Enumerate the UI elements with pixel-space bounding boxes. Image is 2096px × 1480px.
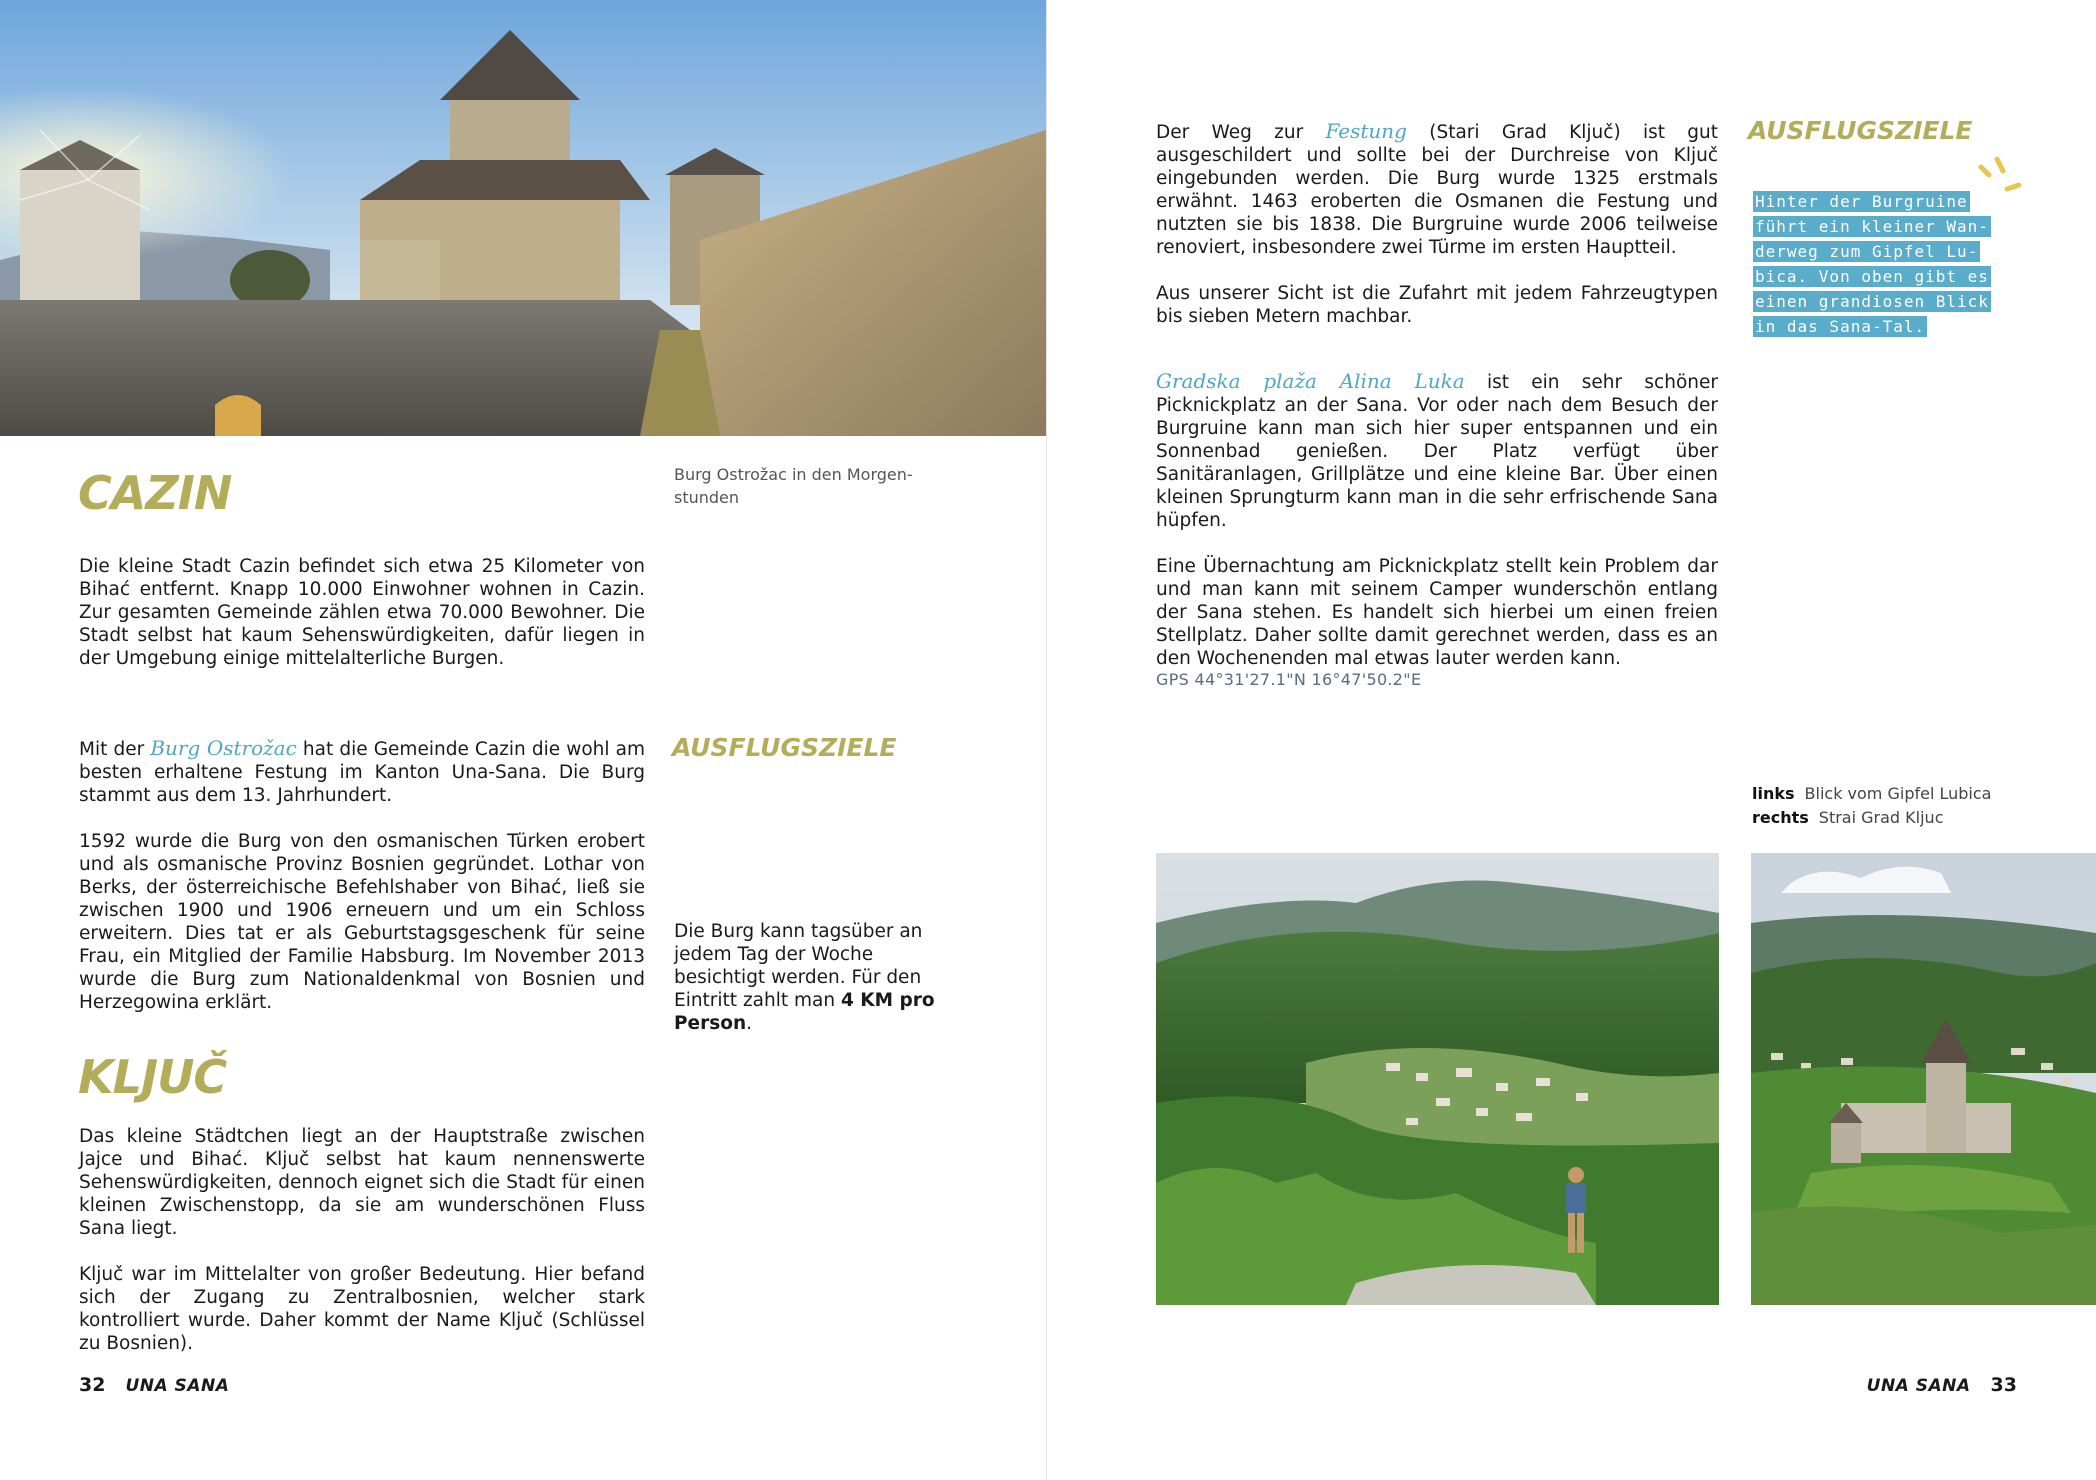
festung-paragraph: [1156, 120, 1718, 259]
tip-line: in das Sana-Tal.: [1755, 317, 1926, 336]
kljuc-paragraph-2: Ključ war im Mittelalter von großer Bedeutung. Hier befand sich der Zugang zu Zentralbosnien, welcher stark kontrolliert wurde. Daher kommt der Name Ključ (Schlüssel zu Bosnien).: [79, 1264, 645, 1354]
festung-prefix: Der Weg zur: [1156, 122, 1326, 143]
cazin-history-paragraph: 1592 wurde die Burg von den osmanischen Türken erobert und als osmanische Provinz Bosnien gegründet. Lothar von Berks, der österreichische Befehlshaber von Bihać, ließ sie zwischen 1900 und 1906 erneuern und um ein Schloss erweitern. Dies tat er als Geburtstagsgeschenk für seine Frau, ein Mitglied der Familie Habsburg. Im November 2013 wurde die Burg zum Nationaldenkmal von Bosnien und Herzegowina erklärt.: [79, 831, 645, 1013]
admission-suffix: .: [746, 1013, 753, 1034]
castle-ruin-photo: [1751, 853, 2096, 1305]
alina-luka-highlight: Gradska plaža Alina Luka: [1156, 369, 1465, 393]
tip-line: Hinter der Burgruine: [1755, 192, 1968, 211]
cazin-paragraph-1: Die kleine Stadt Cazin befindet sich etwa 25 Kilometer von Bihać entfernt. Knapp 10.000 Einwohner wohnen in Cazin. Zur gesamten Gemeinde zählen etwa 70.000 Bewohner. Die Stadt selbst hat kaum Sehenswürdigkeiten, dafür liegen in der Umgebung einige mittelalterliche Burgen.: [79, 556, 645, 669]
cazin-text: [79, 555, 645, 693]
right-footer: [1867, 1374, 2017, 1396]
ostrozac-paragraph: [79, 737, 645, 807]
picnic-text: [1156, 370, 1718, 693]
left-ausflugsziele-heading: AUSFLUGSZIELE: [672, 733, 897, 762]
ostrozac-suffix: hat die Gemeinde Cazin die wohl am besten erhaltene Festung im Kanton Una-Sana. Die Burg stammt aus dem 13. Jahrhundert.: [79, 739, 646, 806]
tip-line: einen grandiosen Blick: [1755, 292, 1989, 311]
kljuc-heading: KLJUČ: [78, 1050, 227, 1104]
castle-photo: [0, 0, 1046, 436]
festung-highlight: Festung: [1325, 119, 1407, 143]
right-page-number: 33: [1990, 1374, 2017, 1396]
left-page-number: 32: [79, 1374, 106, 1396]
kljuc-paragraph-1: Das kleine Städtchen liegt an der Hauptstraße zwischen Jajce und Bihać. Ključ selbst hat kaum nennenswerte Sehenswürdigkeiten, dennoch eignet sich die Stadt für einen kleinen Zwischenstopp, da sie am wunderschönen Fluss Sana liegt.: [79, 1126, 645, 1239]
left-running-title: UNA SANA: [125, 1376, 230, 1396]
burg-ostrozac-highlight: Burg Ostrožac: [150, 736, 297, 760]
admission-text: [674, 920, 944, 1035]
valley-view-photo: [1156, 853, 1719, 1305]
photo-credits: [1752, 782, 1991, 830]
tip-line: führt ein kleiner Wan-: [1755, 217, 1989, 236]
gps-coordinates: GPS 44°31'27.1"N 16°47'50.2"E: [1156, 670, 1422, 689]
right-ausflugsziele-heading: AUSFLUGSZIELE: [1748, 116, 1973, 145]
overnight-paragraph: Eine Übernachtung am Picknickplatz stellt kein Problem dar und man kann mit seinem Camper wunderschön entlang der Sana stehen. Es handelt sich hierbei um einen freien Stellplatz. Daher sollte damit gerechnet werden, dass es an den Wochenenden mal etwas lauter werden kann.: [1156, 556, 1718, 669]
cazin-heading: CAZIN: [78, 466, 232, 520]
hiking-tip-box: [1753, 189, 2013, 339]
right-running-title: UNA SANA: [1866, 1376, 1971, 1396]
left-footer: [79, 1374, 229, 1396]
page-gutter: [1046, 0, 1047, 1480]
ostrozac-text: [79, 737, 645, 1037]
credit-right: rechts Strai Grad Kljuc: [1752, 808, 1944, 827]
tip-line: derweg zum Gipfel Lu-: [1755, 242, 1979, 261]
castle-photo-caption: Burg Ostrožac in den Morgen- stunden: [674, 465, 913, 507]
admission-prefix: Die Burg kann tagsüber an jedem Tag der Woche besichtigt werden. Für den Eintritt zahlt man: [674, 921, 923, 1011]
ostrozac-prefix: Mit der: [79, 739, 151, 760]
tip-line: bica. Von oben gibt es: [1755, 267, 1989, 286]
credit-left: links Blick vom Gipfel Lubica: [1752, 784, 1992, 803]
festung-suffix: (Stari Grad Ključ) ist gut ausgeschildert und sollte bei der Durchreise von Ključ eingebunden werden. Die Burg wurde 1325 erstmals erwähnt. 1463 eroberten die Osmanen die Festung und nutzten sie bis 1838. Die Burgruine wurde 2006 teilweise renoviert, insbesondere zwei Türme im ersten Hauptteil.: [1156, 122, 1718, 258]
access-paragraph: Aus unserer Sicht ist die Zufahrt mit jedem Fahrzeugtypen bis sieben Metern machbar.: [1156, 283, 1718, 327]
picnic-suffix: ist ein sehr schöner Picknickplatz an der Sana. Vor oder nach dem Besuch der Burgruine kann man sich hier super entspannen und ein Sonnenbad genießen. Der Platz verfügt über Sanitäranlagen, Grillplätze und eine kleine Bar. Über einen kleinen Sprungturm kann man in die sehr erfrischende Sana hüpfen.: [1156, 372, 1718, 531]
picnic-paragraph: [1156, 370, 1718, 532]
kljuc-text: [79, 1125, 645, 1378]
admission-price: 4 KM pro Person: [674, 990, 935, 1034]
right-main-text: [1156, 120, 1718, 351]
